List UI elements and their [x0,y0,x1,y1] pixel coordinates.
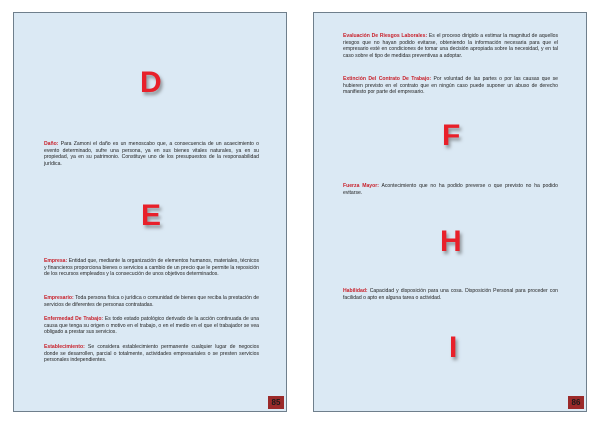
section-letter-e: E [141,199,162,232]
text-empresario: Toda persona física o jurídica o comunidad de bienes que reciba la prestación de servicios de diferentes de personas contratadas. [44,295,259,308]
text-dano: Para Zamoni el daño es un menoscabo que, a consecuencia de un acaecimiento o evento determinado, sufre una persona, ya en sus bienes vitales naturales, ya en su propiedad, ya en su patrimonio. Constituye uno de los presupuestos de la responsabilidad jurídica. [44,141,259,167]
term-dano: Daño: [44,141,59,147]
definition-establecimiento [44,344,259,364]
text-fuerza-mayor: Acontecimiento que no ha podido preverse o que previsto no ha podido evitarse. [343,183,558,196]
term-empresario: Empresario: [44,295,74,301]
definition-empresario [44,295,259,308]
text-enfermedad-de-trabajo: Es todo estado patológico derivado de la acción continuada de una causa que tenga su origen o motivo en el trabajo, o en el medio en el que el trabajador se vea obligado a prestar sus servicios. [44,316,260,336]
page-number: 86 [568,396,584,409]
text-extincion-del-contrato: Por voluntad de las partes o por las causas que se hubieren previsto en el contrato que en ningún caso puede suponer un abuso de derecho manifiesto por parte del empresario. [343,76,558,96]
text-establecimiento: Se considera establecimiento permanente cualquier lugar de negocios donde se desarrollen, parcial o totalmente, actividades empresariales o se presten servicios personales independientes. [44,344,259,364]
term-fuerza-mayor: Fuerza Mayor: [343,183,379,189]
definition-fuerza-mayor [343,183,558,196]
definition-dano [44,141,259,167]
text-empresa: Entidad que, mediante la organización de elementos humanos, materiales, técnicos y financieros proporciona bienes o servicios a cambio de un precio que le permite la reposición de los recursos empleados y la consecución de unos objetivos determinados. [44,258,259,278]
section-letter-h: H [440,225,462,258]
right-page [313,12,587,412]
page-number: 85 [268,396,284,409]
term-enfermedad-de-trabajo: Enfermedad De Trabajo: [44,316,104,322]
definition-habilidad [343,288,558,301]
definition-enfermedad-de-trabajo [44,316,259,336]
text-habilidad: Capacidad y disposición para una cosa. Disposición Personal para proceder con facilidad o apto en alguna tarea o actividad. [343,288,558,301]
section-letter-d: D [140,66,162,99]
definition-evaluacion-de-riesgos [343,33,558,59]
term-evaluacion-de-riesgos: Evaluación De Riesgos Laborales: [343,33,428,39]
section-letter-i: I [449,331,458,364]
term-extincion-del-contrato: Extinción Del Contrato De Trabajo: [343,76,432,82]
left-page [13,12,287,412]
definition-empresa [44,258,259,278]
definition-extincion-del-contrato [343,76,558,96]
text-evaluacion-de-riesgos: Es el proceso dirigido a estimar la magnitud de aquellos riesgos que no hayan podido evitarse, obteniendo la información necesaria para que el empresario esté en condiciones de tomar una decisión apropiada sobre la necesidad, y en tal caso sobre el tipo de medidas preventivas a adoptar. [343,33,558,59]
term-establecimiento: Establecimiento: [44,344,85,350]
term-empresa: Empresa: [44,258,68,264]
term-habilidad: Habilidad: [343,288,368,294]
section-letter-f: F [442,119,461,152]
